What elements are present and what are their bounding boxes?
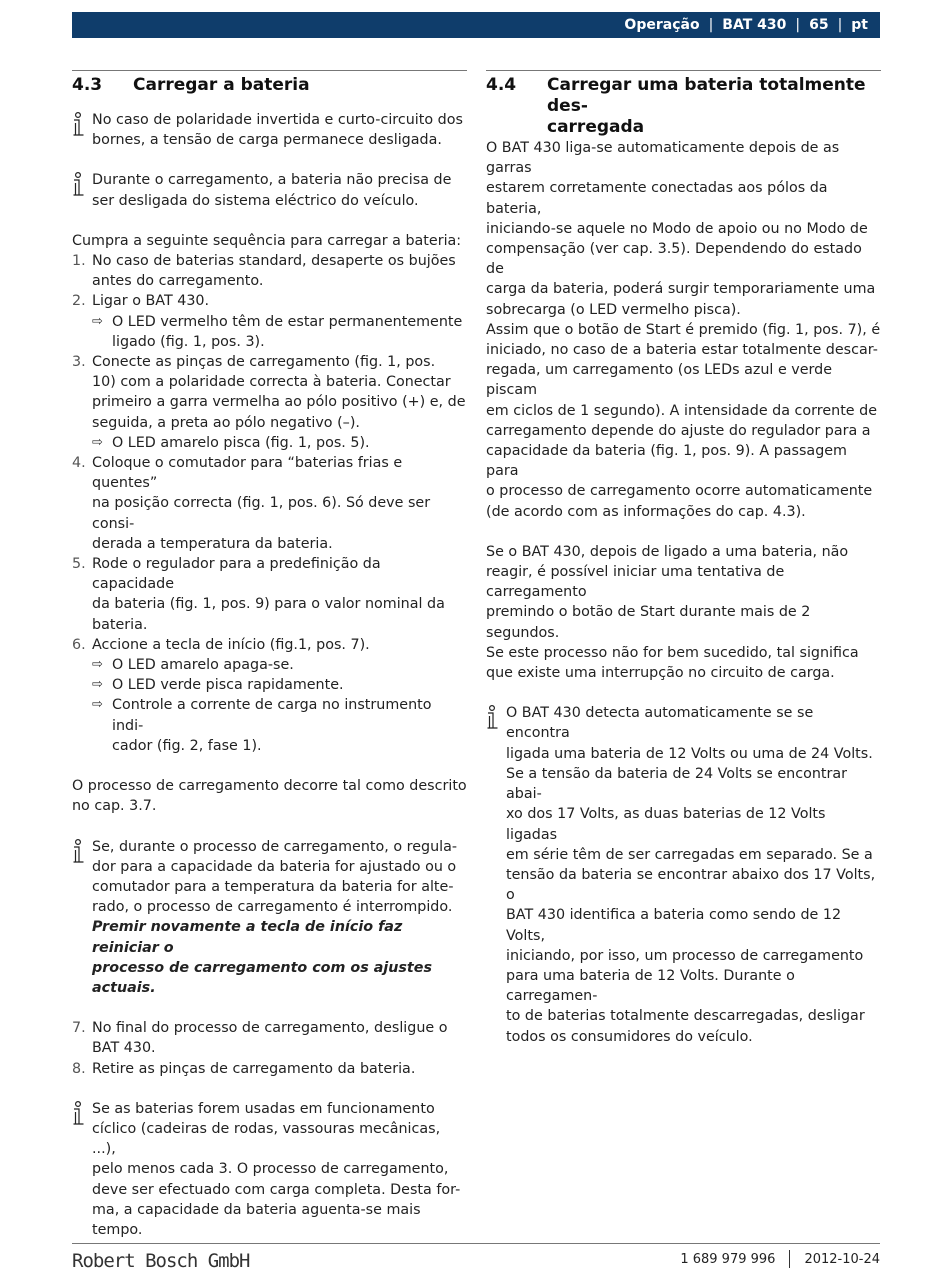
paragraph-line: (de acordo com as informações do cap. 4.3).: [486, 503, 806, 520]
result-text: Controle a corrente de carga no instrumento indi-: [112, 697, 432, 734]
step-text: bateria.: [92, 616, 148, 633]
step-text: seguida, a preta ao pólo negativo (–).: [92, 414, 360, 431]
note-text: Se as baterias forem usadas em funcionamento: [92, 1100, 435, 1117]
section-number: 4.4: [486, 75, 517, 95]
note-text: Se, durante o processo de carregamento, o regula-: [92, 838, 458, 855]
result-text: ligado (fig. 1, pos. 3).: [112, 333, 265, 350]
info-note: [486, 703, 881, 1046]
footer-brand: Robert Bosch GmbH: [72, 1250, 250, 1272]
step-text: BAT 430.: [92, 1040, 156, 1057]
step-number: 2.: [72, 293, 86, 310]
info-icon: [72, 1099, 92, 1240]
result-item: [72, 675, 467, 695]
note-text: Se a tensão da bateria de 24 Volts se encontrar abai-: [506, 765, 848, 803]
arrow-right-icon: ⇨: [92, 657, 103, 673]
header-section: Operação: [624, 17, 700, 33]
note-text: ser desligada do sistema eléctrico do veículo.: [92, 192, 419, 209]
right-column: [486, 70, 881, 1047]
paragraph-line: carregamento depende do ajuste do regulador para a: [486, 422, 871, 439]
note-text: tensão da bateria se encontrar abaixo dos 17 Volts, o: [506, 866, 876, 904]
note-text: xo dos 17 Volts, as duas baterias de 12 Volts ligadas: [506, 806, 826, 843]
note-text: O BAT 430 detecta automaticamente se se encontra: [506, 705, 814, 742]
header-separator: |: [708, 17, 714, 33]
paragraph: [486, 542, 881, 683]
step-number: 5.: [72, 556, 86, 573]
left-column: [72, 70, 467, 1240]
paragraph-line: o processo de carregamento ocorre automaticamente: [486, 483, 873, 500]
step-text: Rode o regulador para a predefinição da capacidade: [92, 556, 381, 593]
result-text: O LED verde pisca rapidamente.: [112, 677, 344, 694]
paragraph-line: compensação (ver cap. 3.5). Dependendo do estado de: [486, 241, 862, 278]
result-text: O LED amarelo pisca (fig. 1, pos. 5).: [112, 434, 370, 451]
list-item: [72, 453, 467, 554]
step-text: derada a temperatura da bateria.: [92, 535, 333, 552]
step-number: 3.: [72, 354, 86, 371]
paragraph-line: em ciclos de 1 segundo). A intensidade da corrente de: [486, 402, 878, 419]
paragraph-line: capacidade da bateria (fig. 1, pos. 9). A passagem para: [486, 443, 847, 480]
paragraph-line: Se este processo não for bem sucedido, tal significa: [486, 644, 859, 661]
step-text: na posição correcta (fig. 1, pos. 6). Só deve ser consi-: [92, 495, 431, 532]
info-note: [72, 837, 467, 999]
section-rule: [486, 70, 881, 71]
section-title-line: carregada: [547, 117, 645, 137]
paragraph-line: que existe uma interrupção no circuito de carga.: [486, 665, 835, 682]
paragraph-line: iniciando-se aquele no Modo de apoio ou no Modo de: [486, 220, 868, 237]
step-text: da bateria (fig. 1, pos. 9) para o valor nominal da: [92, 596, 445, 613]
note-text: No caso de polaridade invertida e curto-circuito dos: [92, 112, 463, 128]
arrow-right-icon: ⇨: [92, 697, 103, 713]
note-emphasis: processo de carregamento com os ajustes actuais.: [92, 959, 432, 996]
list-item: [72, 635, 467, 655]
result-item: [72, 312, 467, 352]
note-text: para uma bateria de 12 Volts. Durante o carregamen-: [506, 967, 795, 1005]
intro-text: Cumpra a seguinte sequência para carregar a bateria:: [72, 232, 462, 249]
list-item: [72, 1059, 467, 1079]
arrow-right-icon: ⇨: [92, 313, 103, 329]
note-text: rado, o processo de carregamento é interrompido.: [92, 899, 453, 916]
note-text: comutador para a temperatura da bateria for alte-: [92, 878, 454, 895]
step-text: Retire as pinças de carregamento da bateria.: [92, 1060, 416, 1077]
list-item: [72, 251, 467, 291]
result-text: cador (fig. 2, fase 1).: [112, 737, 262, 754]
paragraph-line: regada, um carregamento (os LEDs azul e verde piscam: [486, 362, 833, 399]
note-text: todos os consumidores do veículo.: [506, 1028, 753, 1045]
step-text: Ligar o BAT 430.: [92, 293, 210, 310]
paragraph-line: no cap. 3.7.: [72, 798, 157, 815]
step-number: 7.: [72, 1020, 86, 1037]
header-page-number: 65: [809, 17, 829, 33]
step-text: No final do processo de carregamento, desligue o: [92, 1020, 448, 1037]
info-note: [72, 170, 467, 210]
step-number: 4.: [72, 455, 86, 472]
section-title: Carregar a bateria: [133, 75, 310, 95]
note-text: deve ser efectuado com carga completa. Desta for-: [92, 1181, 461, 1198]
list-item: [72, 554, 467, 635]
paragraph-line: premindo o botão de Start durante mais de 2 segundos.: [486, 604, 811, 641]
info-icon: [72, 170, 92, 210]
footer-meta: [680, 1250, 880, 1268]
document-date: 2012-10-24: [804, 1251, 880, 1267]
info-icon: [72, 110, 92, 150]
note-text: BAT 430 identifica a bateria como sendo de 12 Volts,: [506, 907, 842, 944]
paragraph-line: O BAT 430 liga-se automaticamente depois de as garras: [486, 140, 840, 177]
note-text: iniciando, por isso, um processo de carregamento: [506, 947, 864, 964]
paragraph-line: O processo de carregamento decorre tal como descrito: [72, 778, 467, 795]
header-separator: |: [795, 17, 801, 33]
list-item: [72, 352, 467, 433]
section-heading: [72, 75, 467, 96]
footer-rule: [72, 1243, 880, 1244]
step-number: 6.: [72, 636, 86, 653]
step-text: Accione a tecla de início (fig.1, pos. 7).: [92, 636, 370, 653]
note-text: ma, a capacidade da bateria aguenta-se mais tempo.: [92, 1201, 421, 1238]
paragraph-line: Assim que o botão de Start é premido (fig. 1, pos. 7), é: [486, 321, 881, 338]
arrow-right-icon: ⇨: [92, 434, 103, 450]
paragraph-line: Se o BAT 430, depois de ligado a uma bateria, não: [486, 543, 849, 560]
list-item: [72, 291, 467, 311]
info-note: [72, 110, 467, 150]
arrow-right-icon: ⇨: [92, 677, 103, 693]
paragraph-line: sobrecarga (o LED vermelho pisca).: [486, 301, 741, 318]
paragraph-line: reagir, é possível iniciar uma tentativa de carregamento: [486, 564, 785, 601]
note-text: pelo menos cada 3. O processo de carregamento,: [92, 1161, 449, 1178]
paragraph-line: carga da bateria, poderá surgir temporariamente uma: [486, 281, 876, 298]
step-text: 10) com a polaridade correcta à bateria. Conectar: [92, 374, 451, 391]
result-text: O LED amarelo apaga-se.: [112, 657, 294, 674]
section-rule: [72, 70, 467, 71]
section-title: [547, 75, 881, 138]
result-text: O LED vermelho têm de estar permanentemente: [112, 313, 463, 330]
section-heading: [486, 75, 881, 138]
step-text: No caso de baterias standard, desaperte os bujões: [92, 253, 456, 270]
result-item: [72, 433, 467, 453]
note-text: bornes, a tensão de carga permanece desligada.: [92, 132, 442, 149]
note-emphasis: Premir novamente a tecla de início faz reiniciar o: [92, 919, 403, 956]
document-number: 1 689 979 996: [680, 1251, 776, 1267]
header-separator: |: [837, 17, 843, 33]
note-text: to de baterias totalmente descarregadas, desligar: [506, 1008, 865, 1025]
section-title-line: Carregar uma bateria totalmente des-: [547, 75, 866, 116]
paragraph-line: iniciado, no caso de a bateria estar totalmente descar-: [486, 342, 878, 359]
note-text: em série têm de ser carregadas em separado. Se a: [506, 846, 873, 863]
step-text: antes do carregamento.: [92, 273, 264, 290]
result-item: [72, 695, 467, 756]
header-product: BAT 430: [722, 17, 787, 33]
paragraph: [486, 138, 881, 320]
note-text: Durante o carregamento, a bateria não precisa de: [92, 172, 452, 189]
step-text: primeiro a garra vermelha ao pólo positivo (+) e, de: [92, 394, 466, 411]
footer-separator: [789, 1250, 790, 1268]
step-number: 1.: [72, 253, 86, 270]
section-number: 4.3: [72, 75, 103, 95]
header-language: pt: [851, 17, 868, 33]
note-text: cíclico (cadeiras de rodas, vassouras mecânicas, ...),: [92, 1120, 441, 1158]
info-note: [72, 1099, 467, 1240]
step-text: Coloque o comutador para “baterias frias e quentes”: [92, 455, 403, 492]
note-text: dor para a capacidade da bateria for ajustado ou o: [92, 858, 457, 875]
paragraph: [486, 320, 881, 522]
note-text: ligada uma bateria de 12 Volts ou uma de 24 Volts.: [506, 745, 873, 762]
step-number: 8.: [72, 1060, 86, 1077]
info-icon: [72, 837, 92, 999]
info-icon: [486, 703, 506, 1046]
list-item: [72, 1018, 467, 1058]
page-header: [72, 12, 880, 38]
step-text: Conecte as pinças de carregamento (fig. 1, pos.: [92, 354, 436, 371]
result-item: [72, 655, 467, 675]
paragraph-line: estarem corretamente conectadas aos pólos da bateria,: [486, 180, 828, 217]
